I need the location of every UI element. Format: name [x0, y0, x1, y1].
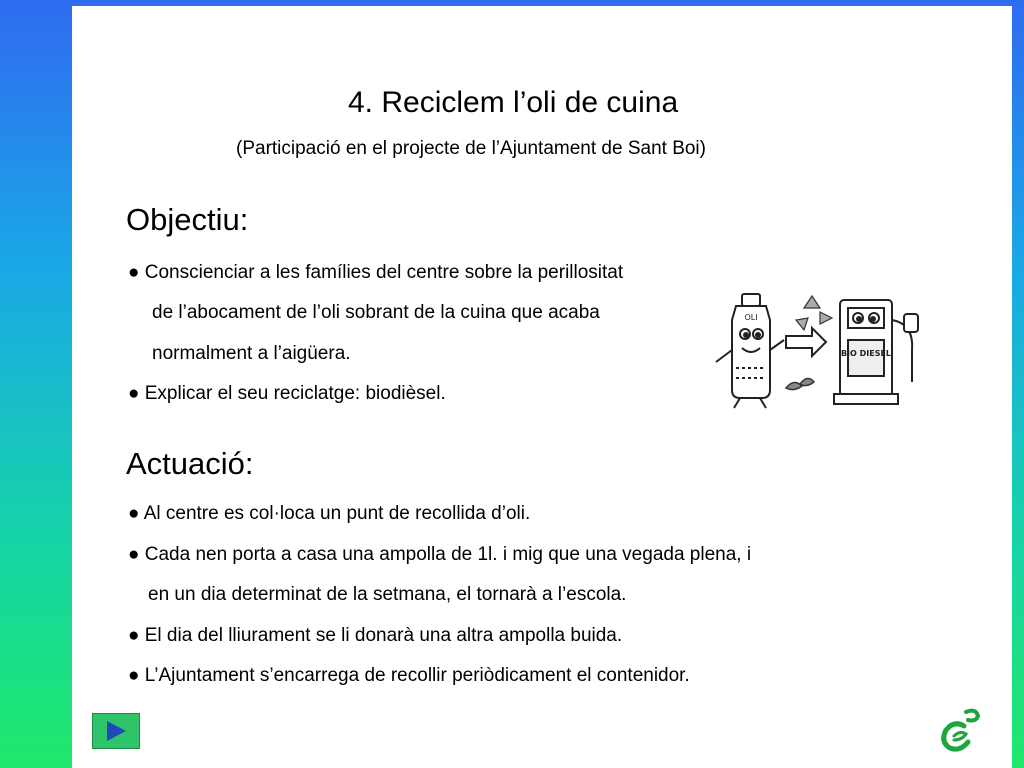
oil-bottle-icon: [716, 294, 784, 408]
pump-label: BIO DIESEL: [840, 349, 892, 358]
objective-heading: Objectiu:: [126, 202, 249, 237]
oil-recycling-illustration: [708, 290, 938, 412]
page-subtitle: (Participació en el projecte de l’Ajuntament de Sant Boi): [236, 138, 706, 159]
action-line: en un dia determinat de la setmana, el tornarà a l’escola.: [148, 584, 627, 605]
play-right-icon: [103, 719, 129, 743]
action-line: ● L’Ajuntament s’encarrega de recollir periòdicament el contenidor.: [128, 665, 690, 686]
objective-line: normalment a l’aigüera.: [152, 343, 351, 364]
next-slide-button[interactable]: [92, 713, 140, 749]
objective-line: ● Explicar el seu reciclatge: biodièsel.: [128, 383, 446, 404]
slide: [72, 6, 1012, 768]
leaves-icon: [786, 378, 814, 389]
page-title: 4. Reciclem l’oli de cuina: [348, 86, 679, 119]
objective-line: de l’abocament de l’oli sobrant de la cuina que acaba: [152, 302, 600, 323]
arrow-right-icon: [786, 328, 826, 356]
bottle-label: OLI: [744, 313, 758, 322]
action-line: ● Al centre es col·loca un punt de recollida d’oli.: [128, 503, 531, 524]
recycle-icon: [796, 296, 832, 330]
school-logo-icon: [936, 706, 982, 754]
objective-line: ● Conscienciar a les famílies del centre sobre la perillositat: [128, 262, 624, 283]
action-heading: Actuació:: [126, 446, 254, 481]
action-line: ● El dia del lliurament se li donarà una altra ampolla buida.: [128, 625, 623, 646]
action-line: ● Cada nen porta a casa una ampolla de 1l. i mig que una vegada plena, i: [128, 544, 752, 565]
